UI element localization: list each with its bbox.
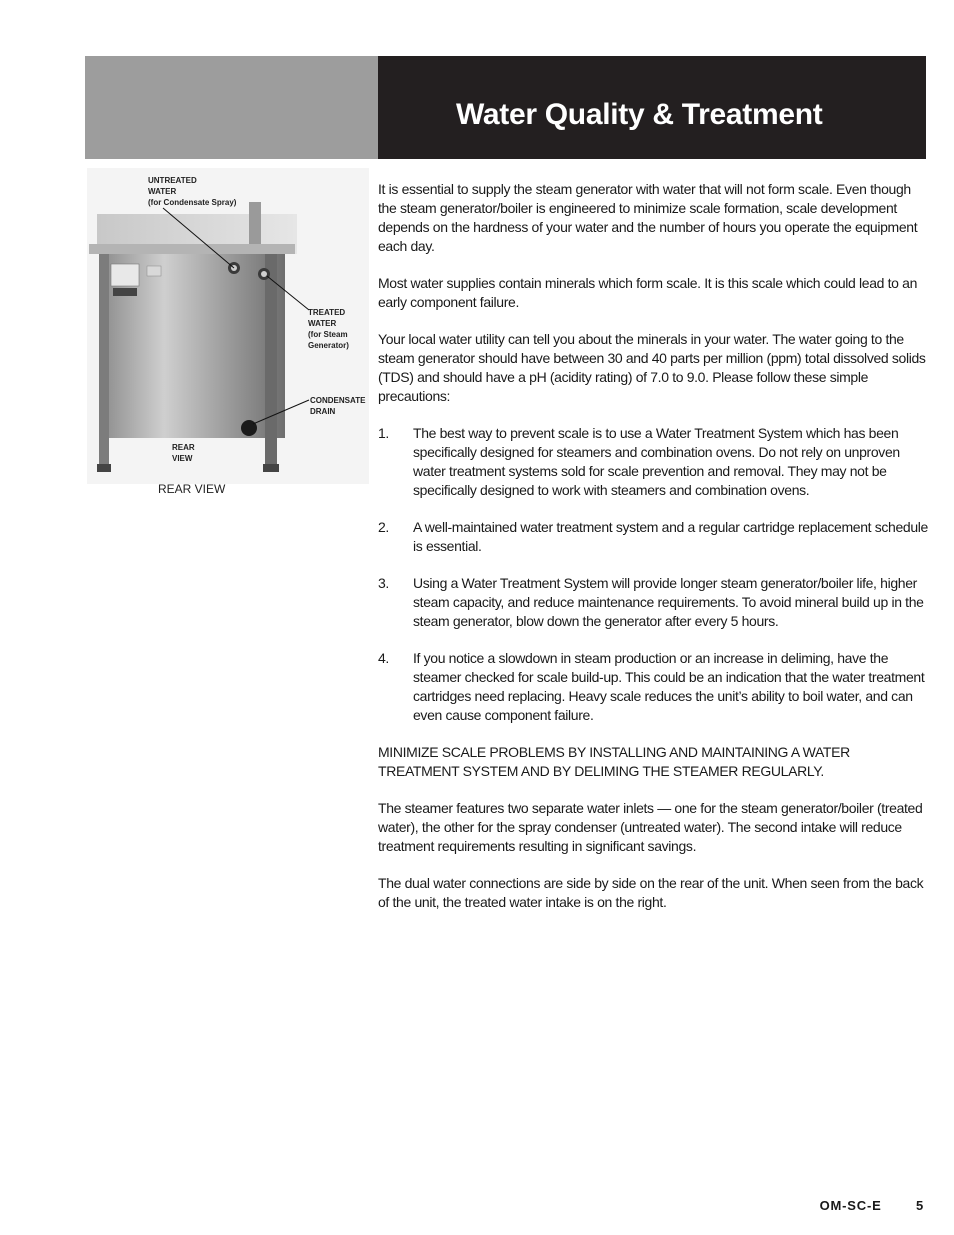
body-text [378,180,928,930]
list-item-number: 1. [378,425,389,441]
list-item-text: If you notice a slowdown in steam production or an increase in deliming, have the steamer checked for scale build-up. This could be an indication that the water treatment cartridges need replacing. Heavy scale reduces the unit’s ability to boil water, and can even cause component failure. [413,650,925,723]
list-item-text: The best way to prevent scale is to use a Water Treatment System which has been specifically designed for steamers and combination ovens. Do not rely on unproven water treatment systems sold for scale prevention and removal. They may not be specifically designed to work with steamers and combination ovens. [413,425,900,498]
paragraph-intro: It is essential to supply the steam generator with water that will not form scale. Even though the steam generator/boiler is engineered to minimize scale formation, scale development depends on the hardness of your water and the number of hours you operate the equipment each day. [378,181,918,254]
paragraph-connections: The dual water connections are side by side on the rear of the unit. When seen from the back of the unit, the treated water intake is on the right. [378,875,924,910]
list-item-text: A well-maintained water treatment system and a regular cartridge replacement schedule is essential. [413,519,928,554]
label-treated-line-3: (for Steam [308,330,348,339]
label-untreated-line-3: (for Condensate Spray) [148,198,237,207]
list-item-text: Using a Water Treatment System will provide longer steam generator/boiler life, higher steam capacity, and reduce maintenance requirements. To avoid mineral build up in the steam generator, blow down the generator after every 5 hours. [413,575,924,629]
list-item [378,574,928,631]
list-item [378,518,928,556]
list-item-number: 2. [378,519,389,535]
label-drain-line-2: DRAIN [310,407,336,416]
page-number: 5 [915,1198,924,1213]
header-gray-block [85,56,378,159]
list-item [378,649,928,725]
label-untreated-water [148,175,236,208]
label-condensate-drain [310,395,365,417]
list-item-number: 4. [378,650,389,666]
label-untreated-line-1: UNTREATED [148,176,197,185]
paragraph-minerals: Most water supplies contain minerals which form scale. It is this scale which could lead to an early component failure. [378,275,918,310]
page-footer [820,1198,924,1213]
label-rear-line-1: REAR [172,443,195,452]
paragraph-water-utility: Your local water utility can tell you about the minerals in your water. The water going to the steam generator should have between 30 and 40 parts per million (ppm) total dissolved solids (TDS) and should have a pH (acidity rating) of 7.0 to 9.0. Please follow these simple precautions: [378,331,926,404]
rear-view-figure [87,168,369,484]
label-treated-line-1: TREATED [308,308,346,317]
label-untreated-line-2: WATER [148,187,177,196]
label-rear-line-2: VIEW [172,454,193,463]
label-drain-line-1: CONDENSATE [310,396,366,405]
precautions-list [378,424,928,725]
label-treated-line-2: WATER [308,319,337,328]
label-treated-water [308,307,349,351]
figure-caption: REAR VIEW [158,482,226,496]
list-item-number: 3. [378,575,389,591]
document-code: OM-SC-E [819,1198,882,1213]
page-title: Water Quality & Treatment [456,98,823,131]
label-treated-line-4: Generator) [308,341,349,350]
label-rear-view [172,442,195,464]
list-item [378,424,928,500]
paragraph-dual-inlets: The steamer features two separate water inlets — one for the steam generator/boiler (treated water), the other for the spray condenser (untreated water). The second intake will reduce treatment requirements resulting in significant savings. [378,800,923,854]
paragraph-minimize-scale: MINIMIZE SCALE PROBLEMS BY INSTALLING AND MAINTAINING A WATER TREATMENT SYSTEM AND BY DELIMING THE STEAMER REGULARLY. [378,744,850,779]
